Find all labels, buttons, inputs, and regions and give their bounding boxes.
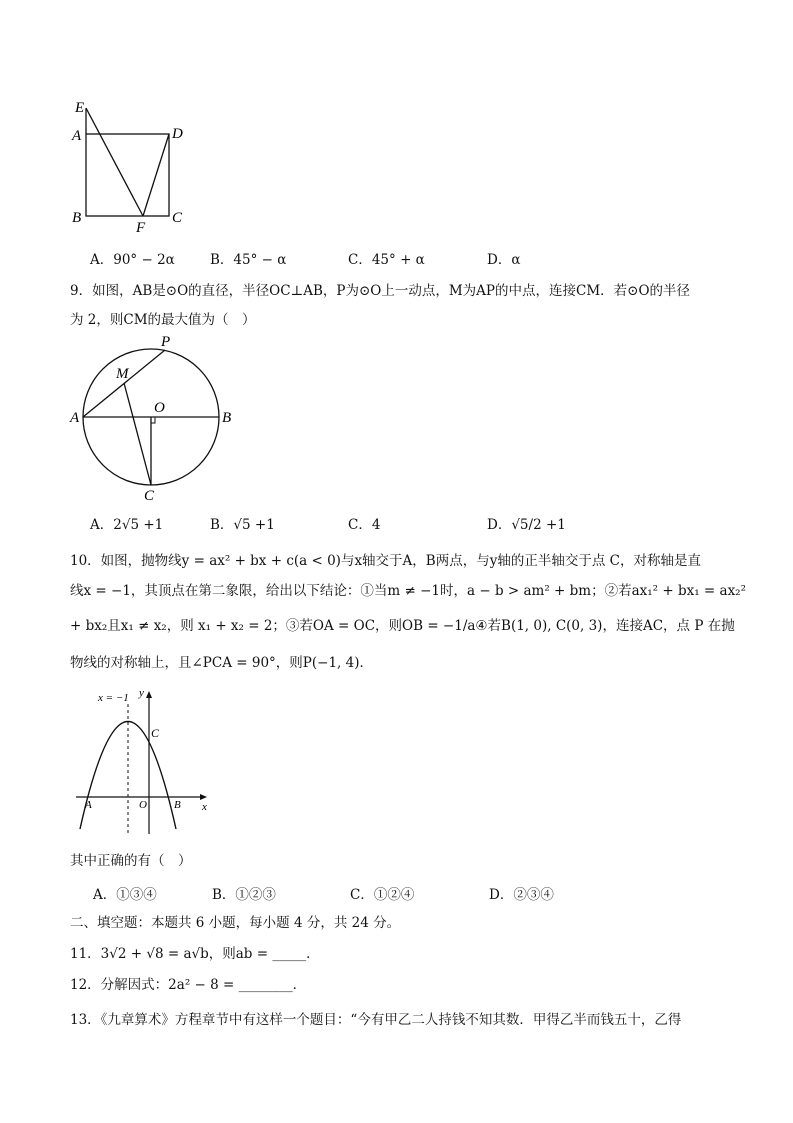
q10-prompt: 其中正确的有（ ） <box>70 853 192 869</box>
q10-question-line4: 物线的对称轴上，且∠PCA = 90°，则P(−1, 4)． <box>70 655 373 671</box>
q10-label-b: B <box>174 799 181 811</box>
q8-segment-fd <box>143 134 169 216</box>
q9-option-c: C．4 <box>348 517 381 533</box>
q8-figure <box>66 96 196 236</box>
q10-option-a: A．①③④ <box>93 887 157 903</box>
q9-label-a: A <box>70 410 80 426</box>
q13-question: 13．《九章算术》方程章节中有这样一个题目：“今有甲乙二人持钱不知其数．甲得乙半而钱五十，乙得 <box>70 1012 682 1028</box>
q10-question-line1: 10．如图，抛物线y = ax² + bx + c(a < 0)与x轴交于A，B两点，与y轴的正半轴交于点 C，对称轴是直 <box>70 553 701 569</box>
q10-option-c: C．①②④ <box>350 887 415 903</box>
q10-option-b: B．①②③ <box>212 887 276 903</box>
q9-question-line2: 为 2，则CM的最大值为（ ） <box>70 312 256 328</box>
q10-label-y: y <box>139 687 144 699</box>
q10-label-o: O <box>139 799 147 811</box>
q9-option-a: A．2√5 +1 <box>90 517 164 533</box>
q8-segment-ef <box>86 108 143 216</box>
q10-question-line2: 线x = −1，其顶点在第二象限，给出以下结论：①当m ≠ −1时，a − b > am² + bm；②若ax₁² + bx₁ = ax₂² <box>70 583 747 599</box>
q10-y-axis-arrow <box>146 691 152 698</box>
q9-option-b: B．√5 +1 <box>210 517 275 533</box>
q9-label-m: M <box>116 366 129 382</box>
q8-label-f: F <box>136 220 146 236</box>
q8-label-c: C <box>172 210 183 226</box>
q8-label-e: E <box>75 100 85 116</box>
q8-label-b: B <box>72 210 82 226</box>
q10-figure <box>70 684 215 836</box>
q9-label-o: O <box>154 400 165 416</box>
q10-label-c: C <box>151 726 160 740</box>
q8-label-d: D <box>172 126 183 142</box>
q12-question: 12．分解因式：2a² − 8 = ________． <box>70 977 307 993</box>
q9-figure <box>66 332 246 504</box>
q8-label-a: A <box>72 128 82 144</box>
q10-option-d: D．②③④ <box>489 887 554 903</box>
q8-option-b: B．45° − α <box>210 252 287 268</box>
q9-option-d: D．√5/2 +1 <box>487 517 566 533</box>
q9-segment-cm <box>124 383 151 485</box>
q11-question: 11．3√2 + √8 = a√b，则ab = _____． <box>70 946 320 962</box>
q10-label-axis: x = −1 <box>98 692 129 704</box>
q9-label-p: P <box>161 334 171 350</box>
q10-question-line3: + bx₂且x₁ ≠ x₂，则 x₁ + x₂ = 2；③若OA = OC，则OB = −1/a④若B(1, 0), C(0, 3)，连接AC，点 P 在抛 <box>70 618 735 634</box>
q9-label-c: C <box>144 488 155 504</box>
q9-label-b: B <box>222 410 232 426</box>
section2-heading: 二、填空题：本题共 6 小题，每小题 4 分，共 24 分。 <box>70 915 401 931</box>
q9-question-line1: 9．如图，AB是⊙O的直径，半径OC⊥AB，P为⊙O上一动点，M为AP的中点，连接CM．若⊙O的半径 <box>70 283 691 299</box>
q8-option-c: C．45° + α <box>348 252 425 268</box>
q8-option-d: D．α <box>487 252 521 268</box>
q8-option-a: A．90° − 2α <box>90 252 175 268</box>
q10-label-a: A <box>85 799 92 811</box>
q10-label-x: x <box>202 801 207 813</box>
q10-x-axis-arrow <box>200 794 207 800</box>
